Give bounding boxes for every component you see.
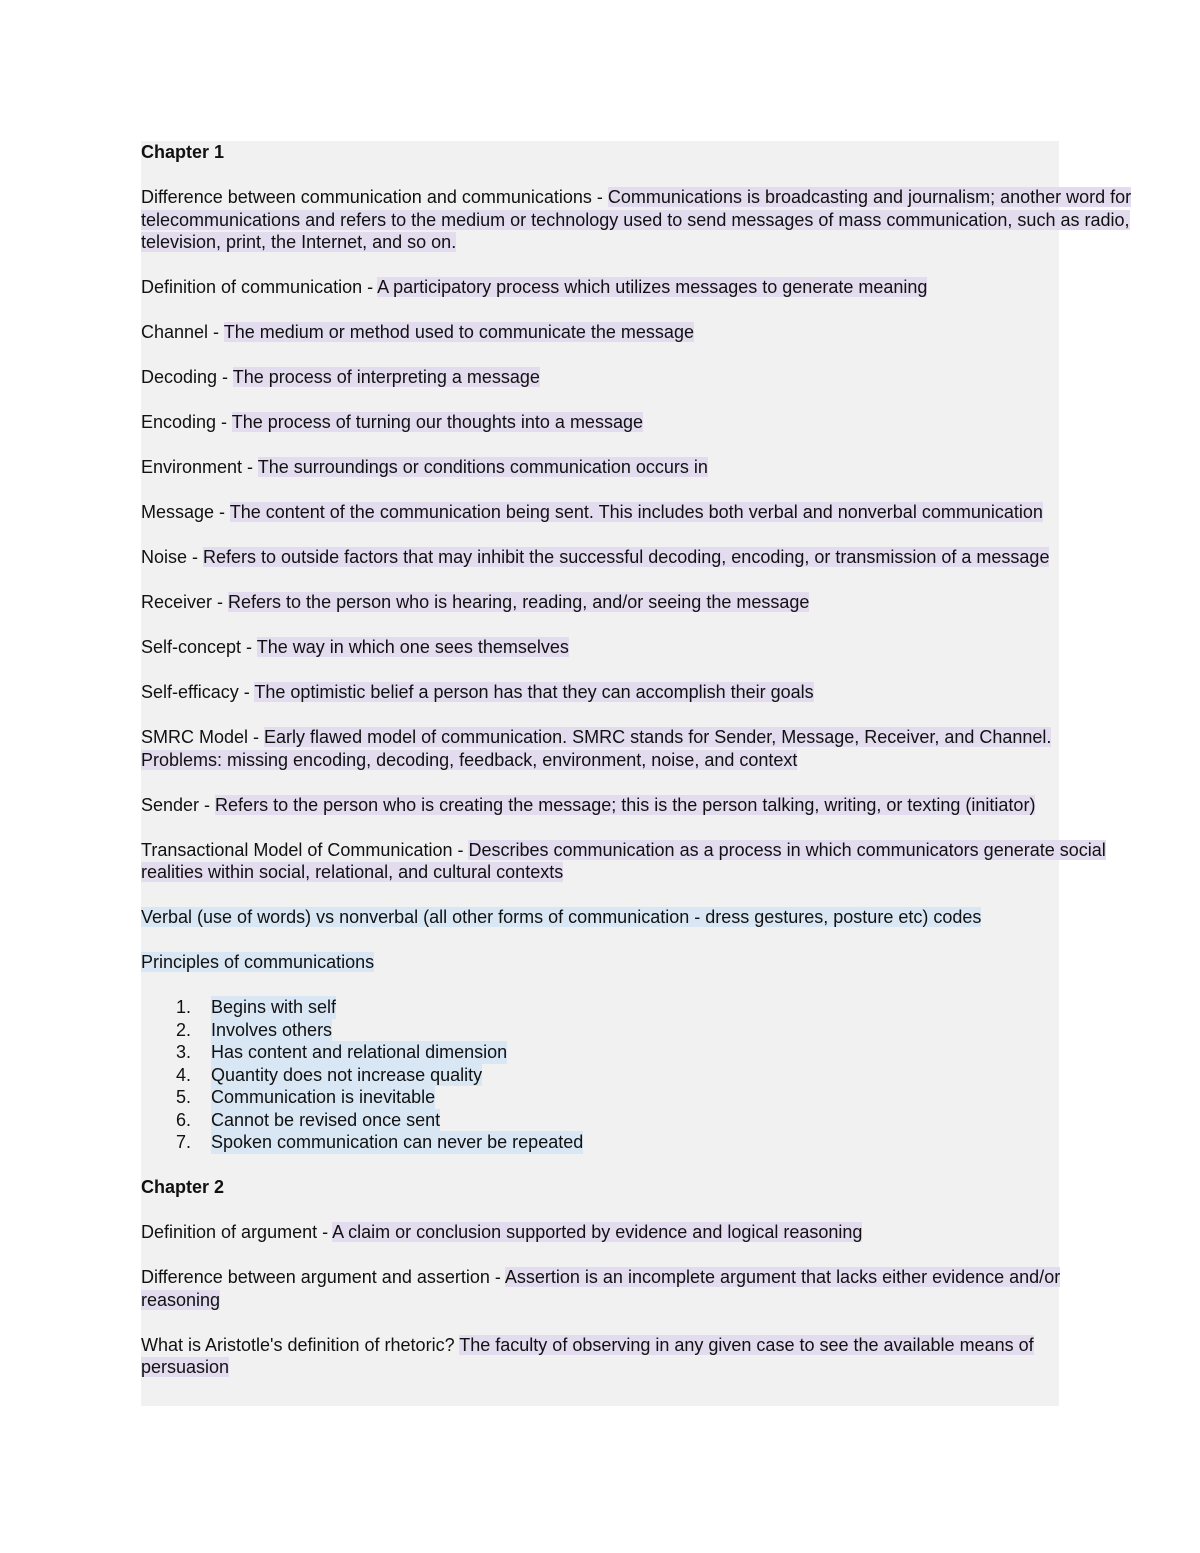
principles-title [141,951,1151,974]
entry-definition: Refers to outside factors that may inhibit the successful decoding, encoding, or transmission of a message [203,547,1050,567]
chapter-1-heading: Chapter 1 [141,142,225,162]
list-text: Involves others [211,1019,333,1040]
principles-title-text: Principles of communications [141,952,375,972]
list-number: 5. [176,1087,192,1107]
list-item [176,996,1151,1019]
list-text: Has content and relational dimension [211,1042,508,1062]
entry-definition-of-communication [141,276,1151,299]
entry-decoding [141,366,1151,389]
entry-term: Message - [141,502,230,522]
entry-definition: The optimistic belief a person has that they can accomplish their goals [254,682,814,702]
entry-definition-of-argument [141,1221,1151,1244]
entry-definition: Communications is broadcasting and journalism; another word for telecommunications and refers to the medium or technology used to send messages of mass communication, such as radio, television, print, the Internet, and so on. [141,187,1132,252]
entry-term: Definition of argument - [141,1222,333,1242]
list-number: 6. [176,1109,192,1130]
document [141,141,1151,1401]
entry-term: Definition of communication - [141,277,378,297]
list-item [176,1041,1151,1064]
entry-term: Difference between communication and communications - [141,187,608,207]
entry-smrc-model [141,726,1137,771]
list-item [176,1019,1151,1042]
verbal-nonverbal-text: Verbal (use of words) vs nonverbal (all other forms of communication - dress gestures, posture etc) codes [141,907,982,927]
entry-definition: A participatory process which utilizes messages to generate meaning [377,277,928,297]
entry-definition: The content of the communication being sent. This includes both verbal and nonverbal communication [229,502,1043,522]
entry-term: Receiver - [141,592,229,612]
list-item [176,1131,1151,1154]
entry-self-efficacy [141,681,1151,704]
entry-term: Encoding - [141,412,232,432]
entry-definition: The faculty of observing in any given case to see the available means of persuasion [141,1334,1034,1377]
list-number: 1. [176,997,192,1017]
list-item [176,1064,1151,1087]
entry-noise [141,546,1151,569]
entry-aristotle-rhetoric [141,1334,1097,1379]
list-text: Cannot be revised once sent [211,1109,441,1130]
entry-definition: The process of interpreting a message [232,367,540,387]
list-item [176,1086,1151,1109]
list-number: 7. [176,1132,192,1152]
entry-definition: Early flawed model of communication. SMRC stands for Sender, Message, Receiver, and Channel. Problems: missing encoding, decoding, feedback, environment, noise, and context [141,727,1052,770]
entry-environment [141,456,1151,479]
list-text: Begins with self [211,997,337,1017]
list-number: 4. [176,1064,192,1085]
entry-channel [141,321,1151,344]
list-text: Quantity does not increase quality [211,1064,483,1085]
entry-self-concept [141,636,1151,659]
principles-list [141,996,1151,1154]
entry-encoding [141,411,1151,434]
entry-definition: Refers to the person who is creating the message; this is the person talking, writing, or texting (initiator) [215,794,1036,815]
list-number: 3. [176,1042,192,1062]
entry-term: Environment - [141,457,258,477]
chapter-2-heading: Chapter 2 [141,1177,225,1197]
entry-term: Transactional Model of Communication - [141,839,469,860]
entry-definition: Describes communication as a process in which communicators generate social realities within social, relational, and cultural contexts [141,839,1106,882]
entry-term: Difference between argument and assertion - [141,1267,505,1287]
entry-definition: Refers to the person who is hearing, reading, and/or seeing the message [228,592,810,612]
entry-transactional-model [141,839,1139,884]
entry-message [141,501,1151,524]
entry-definition: The medium or method used to communicate the message [223,322,694,342]
entry-term: SMRC Model - [141,727,265,747]
list-text: Spoken communication can never be repeated [211,1132,584,1152]
entry-term: Self-efficacy - [141,682,255,702]
entry-term: Channel - [141,322,224,342]
entry-communication-vs-communications [141,186,1145,254]
entry-term: Self-concept - [141,637,257,657]
verbal-nonverbal-line [141,906,1151,929]
entry-term: Sender - [141,794,216,815]
entry-receiver [141,591,1151,614]
entry-sender [141,794,1151,817]
list-text: Communication is inevitable [211,1087,436,1107]
entry-term: Noise - [141,547,204,567]
entry-term: What is Aristotle's definition of rhetoric? [141,1334,460,1355]
entry-definition: Assertion is an incomplete argument that lacks either evidence and/or reasoning [141,1267,1061,1310]
entry-argument-vs-assertion [141,1266,1086,1311]
entry-definition: The process of turning our thoughts into a message [231,412,643,432]
entry-term: Decoding - [141,367,233,387]
list-item [176,1109,1151,1132]
entry-definition: The way in which one sees themselves [256,637,569,657]
list-number: 2. [176,1019,192,1040]
entry-definition: A claim or conclusion supported by evidence and logical reasoning [332,1222,863,1242]
entry-definition: The surroundings or conditions communication occurs in [257,457,708,477]
